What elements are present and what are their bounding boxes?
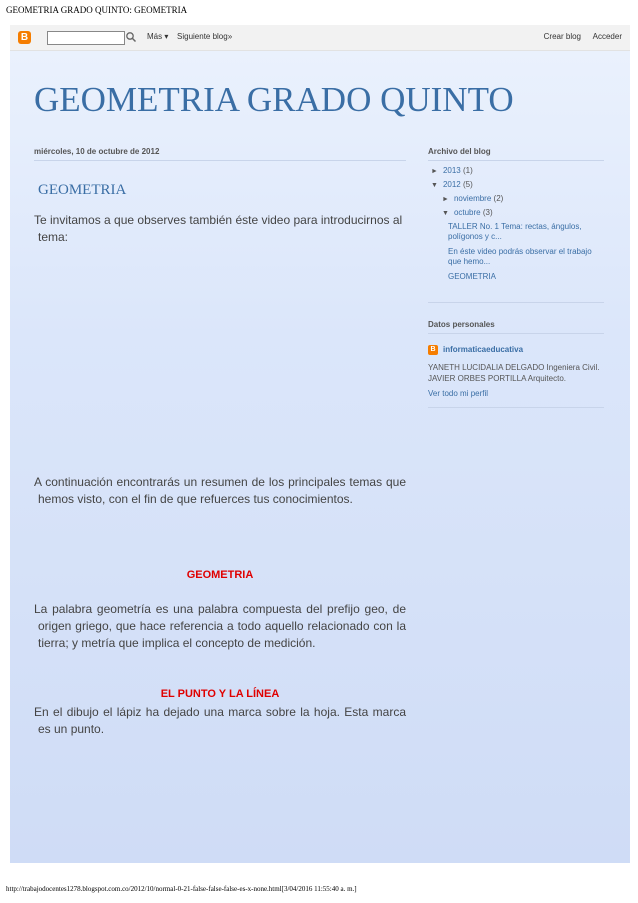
archive-count: (5)	[462, 180, 473, 189]
expand-arrow-icon[interactable]: ►	[442, 196, 449, 203]
archive-count: (3)	[482, 208, 493, 217]
print-header: GEOMETRIA GRADO QUINTO: GEOMETRIA	[6, 5, 188, 15]
archive-post-link[interactable]: TALLER No. 1 Tema: rectas, ángulos, polígonos y c...	[448, 222, 582, 241]
post-date: miércoles, 10 de octubre de 2012	[34, 147, 406, 161]
profile-name-link[interactable]: informaticaeducativa	[443, 345, 524, 354]
archive-count: (2)	[493, 194, 504, 203]
summary-text: A continuación encontrarás un resumen de los principales temas que hemos visto, con el fin de que refuerces tus conocimientos.	[34, 475, 406, 506]
intro-text: Te invitamos a que observes también éste video para introducirnos al tema:	[34, 213, 403, 244]
print-footer: http://trabajodocentes1278.blogspot.com.co/2012/10/normal-0-21-false-false-false-es-x-none.html[3/04/2016 11:55:40 a. m.]	[6, 885, 357, 893]
post-title[interactable]: GEOMETRIA	[38, 182, 127, 198]
blogger-navbar	[10, 25, 630, 51]
archive-count: (1)	[462, 166, 473, 175]
section-heading-punto: EL PUNTO Y LA LÍNEA	[160, 688, 280, 700]
archive-year-2012[interactable]	[431, 180, 473, 189]
post-summary	[34, 474, 406, 508]
search-input[interactable]	[47, 31, 125, 45]
archive-post-link[interactable]: En éste video podrás observar el trabajo que hemo...	[448, 247, 592, 266]
login-link[interactable]: Acceder	[592, 32, 622, 41]
punto-text: En el dibujo el lápiz ha dejado una marca sobre la hoja. Esta marca es un punto.	[34, 705, 406, 736]
archive-month-label[interactable]: octubre	[453, 208, 481, 217]
post-intro	[34, 212, 406, 246]
more-menu-button[interactable]: Más ▾	[147, 32, 169, 41]
archive-month-label[interactable]: noviembre	[453, 194, 492, 203]
collapse-arrow-icon[interactable]: ▼	[442, 210, 449, 217]
archive-year-label[interactable]: 2012	[442, 180, 461, 189]
profile-title: Datos personales	[428, 320, 604, 334]
view-profile-link[interactable]: Ver todo mi perfil	[428, 389, 489, 398]
archive-post-link[interactable]: GEOMETRIA	[448, 272, 497, 281]
sidebar-divider	[428, 407, 604, 408]
archive-month-noviembre[interactable]	[442, 194, 503, 203]
search-icon[interactable]	[125, 31, 137, 43]
blogger-profile-icon: B	[428, 345, 438, 355]
blog-title[interactable]: GEOMETRIA GRADO QUINTO	[34, 80, 514, 119]
section-heading-geometria: GEOMETRIA	[186, 569, 254, 581]
sidebar-divider	[428, 302, 604, 303]
page-background	[10, 51, 630, 863]
profile-description: YANETH LUCIDALIA DELGADO Ingeniera Civil. JAVIER ORBES PORTILLA Arquitecto.	[428, 363, 600, 383]
next-blog-link[interactable]: Siguiente blog»	[177, 32, 233, 41]
definition-text: La palabra geometría es una palabra compuesta del prefijo geo, de origen griego, que hace referencia a todo aquello relacionado con la tierra; y metría que implica el concepto de medición.	[34, 602, 406, 650]
archive-year-2013[interactable]	[431, 166, 473, 175]
archive-year-label[interactable]: 2013	[442, 166, 461, 175]
archive-title: Archivo del blog	[428, 147, 604, 161]
post-definition	[34, 601, 406, 652]
archive-month-octubre[interactable]	[442, 208, 493, 217]
post-punto	[34, 704, 406, 738]
create-blog-link[interactable]: Crear blog	[543, 32, 581, 41]
expand-arrow-icon[interactable]: ►	[431, 168, 438, 175]
blogger-logo-icon[interactable]: B	[18, 31, 31, 44]
collapse-arrow-icon[interactable]: ▼	[431, 182, 438, 189]
